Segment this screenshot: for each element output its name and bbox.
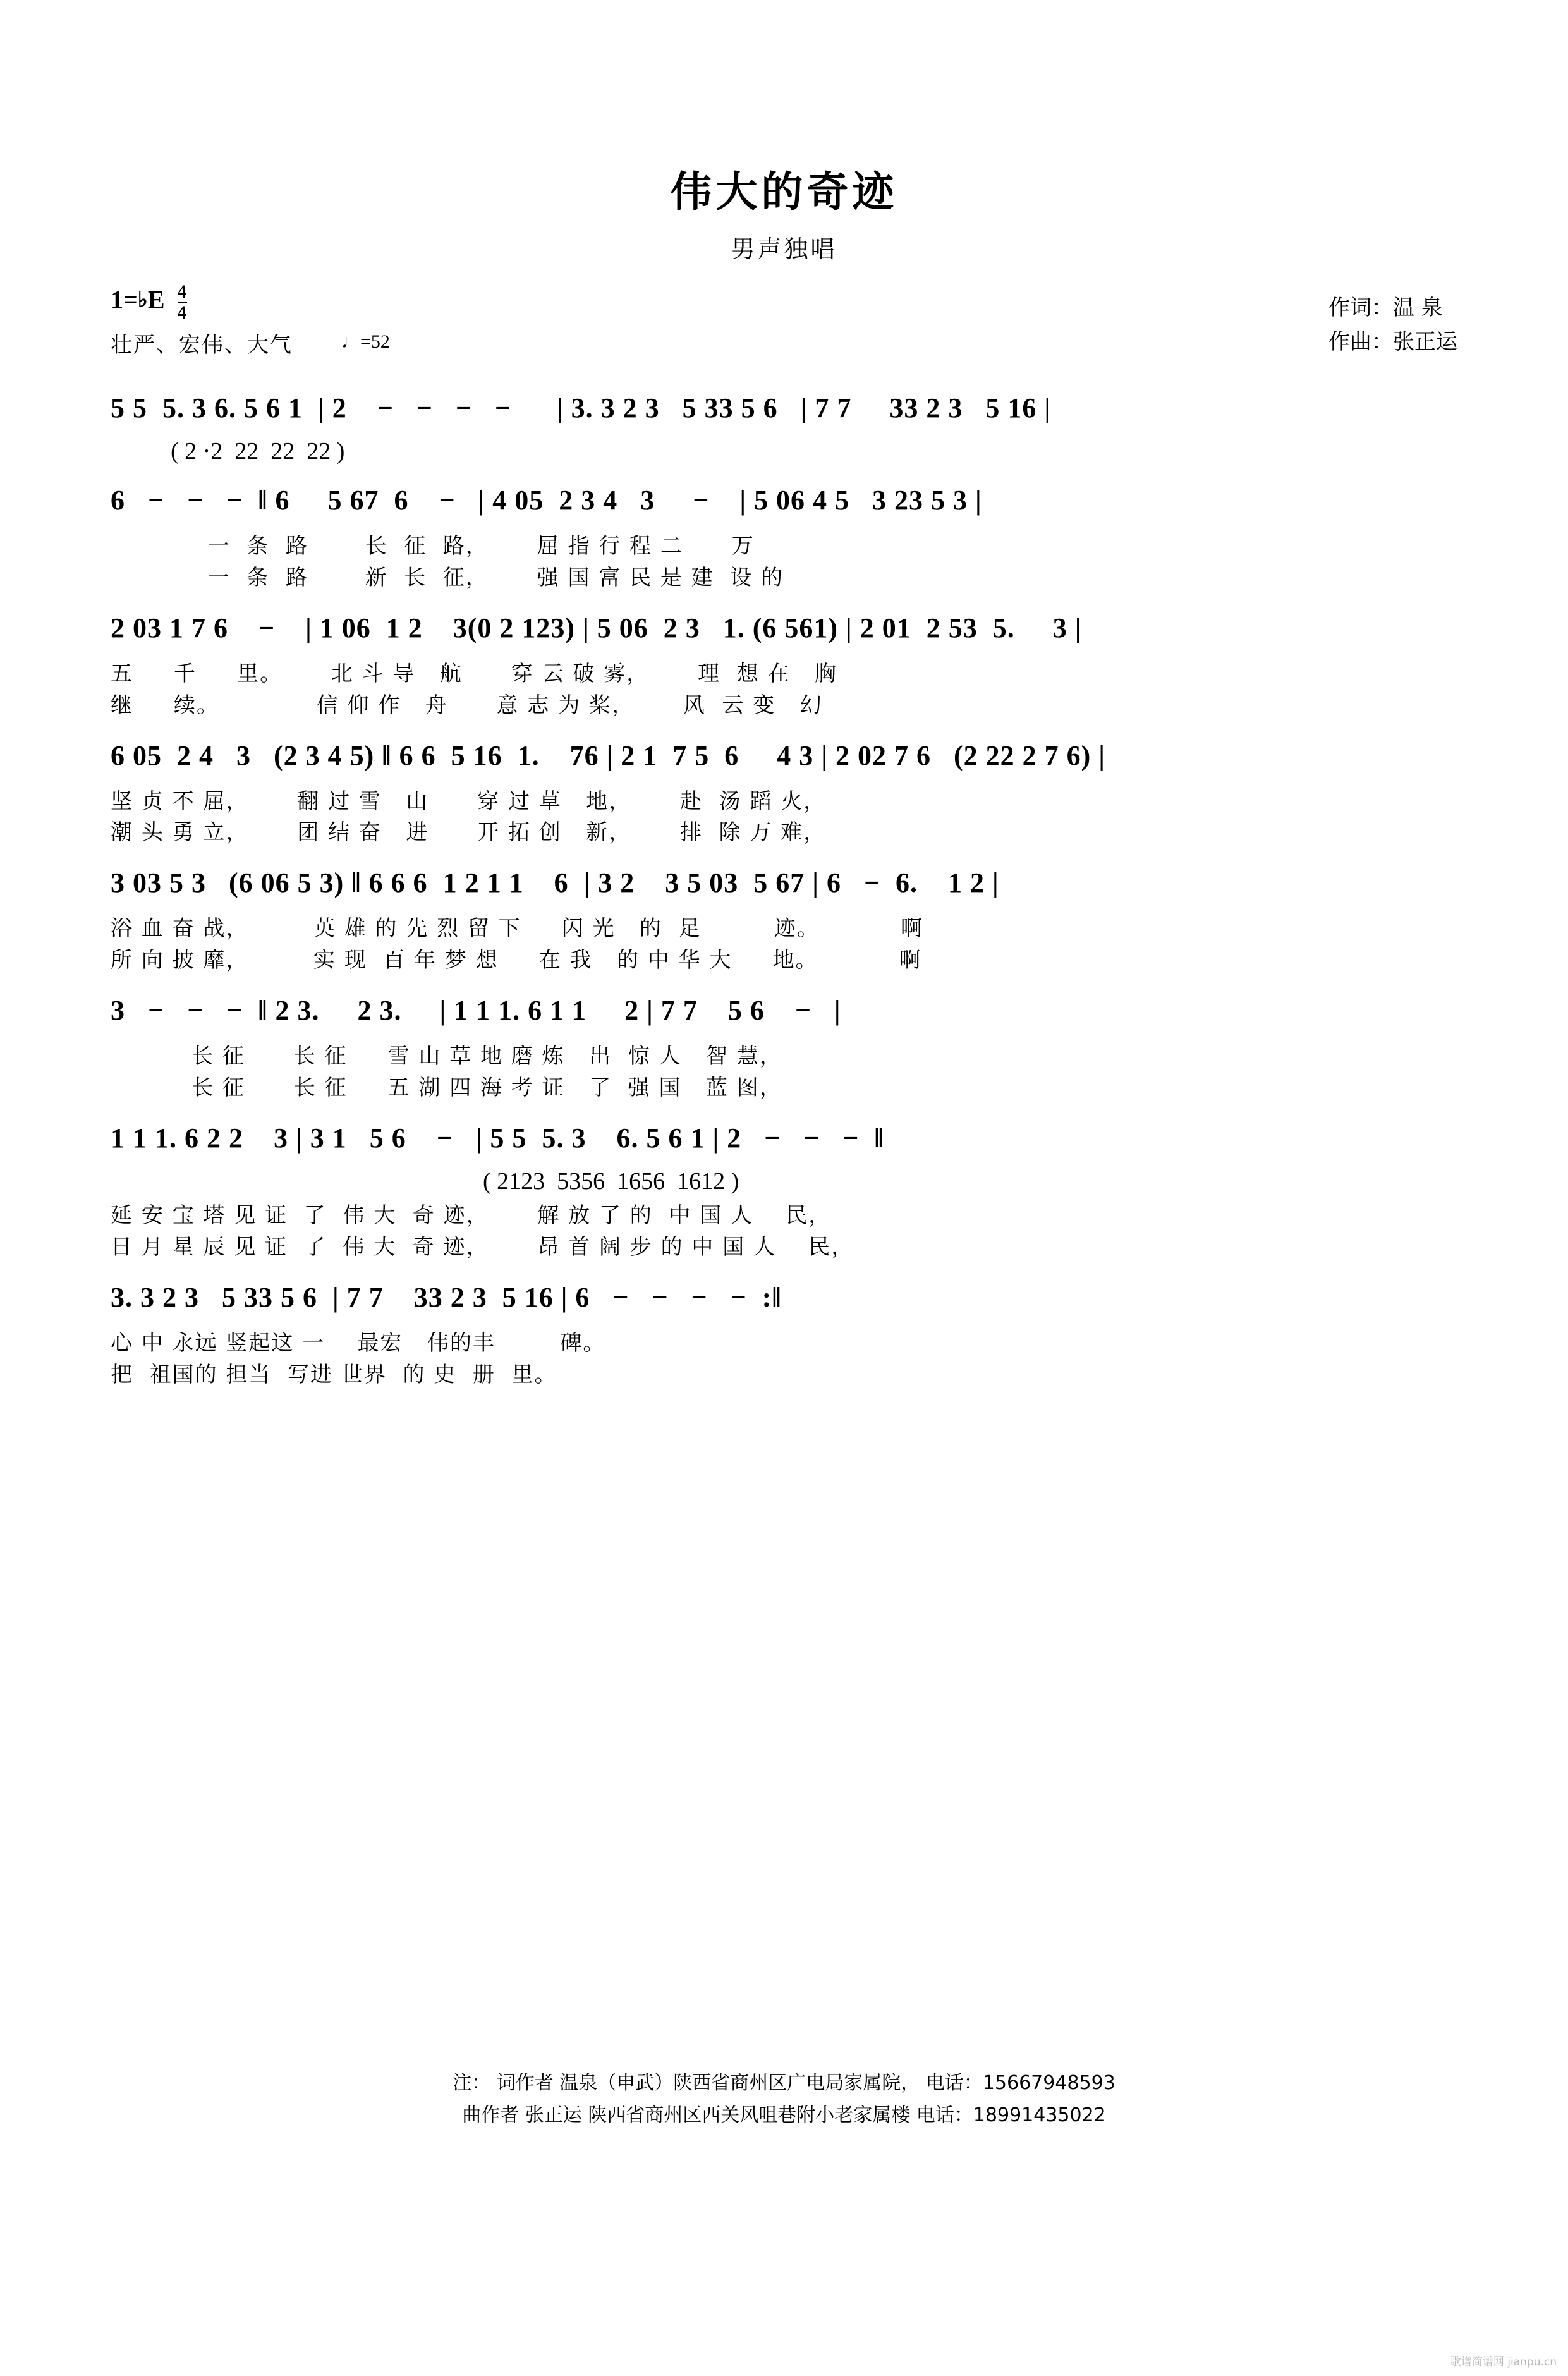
flat-icon: ♭ [137, 288, 148, 312]
music-system [111, 1124, 1457, 1262]
score-metadata [0, 278, 1568, 373]
lyric-verse-1: 延 安 宝 塔 见 证 了 伟 大 奇 迹， 解 放 了 的 中 国 人 民， [111, 1202, 832, 1228]
time-numerator: 4 [177, 281, 187, 302]
music-system [111, 394, 1457, 465]
notation-line: 3 03 5 3 (6 06 5 3) ‖ 6 6 6 1 2 1 1 6 | 3 2 3 5 03 5 67 | 6 − 6. 1 2 | [111, 867, 999, 899]
notation-line: 6 − − − ‖ 6 5 67 6 − | 4 05 2 3 4 3 − | 5 06 4 5 3 23 5 3 | [111, 485, 982, 516]
notation-line: 6 05 2 4 3 (2 3 4 5) ‖ 6 6 5 16 1. 76 | 2 1 7 5 6 4 3 | 2 02 7 6 (2 22 2 7 6) | [111, 740, 1105, 771]
footnote-line-2: 曲作者 张正运 陕西省商州区西关风咀巷附小老家属楼 电话：18991435022 [462, 2104, 1106, 2126]
watermark: 歌谱简谱网 jianpu.cn [1450, 2356, 1557, 2368]
ossia-line: ( 2123 5356 1656 1612 ) [111, 1167, 739, 1195]
music-system [111, 869, 1457, 975]
key-note: E [147, 285, 165, 314]
lyric-verse-1: 心 中 永远 竖起这 一 最宏 伟的丰 碑。 [111, 1330, 606, 1356]
notation-line: 3. 3 2 3 5 33 5 6 | 7 7 33 2 3 5 16 | 6 − − − − :‖ [111, 1281, 782, 1313]
key-signature [111, 283, 187, 322]
credits [1328, 291, 1457, 360]
lyric-verse-2: 潮 头 勇 立， 团 结 奋 进 开 拓 创 新， 排 除 万 难， [111, 820, 827, 846]
lyric-verse-2: 把 祖国的 担当 写进 世界 的 史 册 里。 [111, 1362, 557, 1387]
notation-line: 1 1 1. 6 2 2 3 | 3 1 5 6 − | 5 5 5. 3 6. 5 6 1 | 2 − − − ‖ [111, 1122, 884, 1154]
lyric-verse-1: 一 条 路 长 征 路， 屈 指 行 程 二 万 [111, 533, 755, 559]
tempo-marking: ♩=52 [341, 331, 390, 352]
music-system [111, 997, 1457, 1103]
time-denominator: 4 [177, 302, 187, 323]
music-system [111, 742, 1457, 848]
lyric-verse-1: 浴 血 奋 战， 英 雄 的 先 烈 留 下 闪 光 的 足 迹。 啊 [111, 916, 923, 942]
music-system [111, 1281, 1457, 1390]
footnote-line-1: 注： 词作者 温泉（申武）陕西省商州区广电局家属院， 电话：15667948593 [453, 2072, 1115, 2094]
notation-line: 2 03 1 7 6 − | 1 06 1 2 3(0 2 123) | 5 06 2 3 1. (6 561) | 2 01 2 53 5. 3 | [111, 612, 1082, 643]
lyric-verse-1: 长 征 长 征 雪 山 草 地 磨 炼 出 惊 人 智 慧， [111, 1044, 782, 1069]
page-subtitle: 男声独唱 [731, 235, 837, 263]
lyric-verse-2: 日 月 星 辰 见 证 了 伟 大 奇 迹， 昂 首 阔 步 的 中 国 人 民， [111, 1234, 854, 1260]
lyric-verse-2: 长 征 长 征 五 湖 四 海 考 证 了 强 国 蓝 图， [111, 1075, 782, 1101]
lyric-verse-2: 一 条 路 新 长 征， 强 国 富 民 是 建 设 的 [111, 564, 784, 590]
ossia-line: ( 2 ·2 22 22 22 ) [111, 438, 345, 465]
footnotes [0, 2067, 1568, 2131]
notation-line: 5 5 5. 3 6. 5 6 1 | 2 − − − − | 3. 3 2 3 5 33 5 6 | 7 7 33 2 3 5 16 | [111, 393, 1052, 423]
tempo-value: =52 [360, 331, 390, 352]
lyric-verse-1: 五 千 里。 北 斗 导 航 穿 云 破 雾， 理 想 在 胸 [111, 661, 837, 686]
notation-line: 3 − − − ‖ 2 3. 2 3. | 1 1 1. 6 1 1 2 | 7 7 5 6 − | [111, 995, 841, 1027]
lyric-verse-2: 所 向 披 靡， 实 现 百 年 梦 想 在 我 的 中 华 大 地。 啊 [111, 947, 922, 973]
time-signature [178, 283, 187, 322]
expression-marking: 壮严、宏伟、大气 [111, 332, 293, 358]
lyric-verse-2: 继 续。 信 仰 作 舟 意 志 为 桨， 风 云 变 幻 [111, 692, 823, 718]
composer: 作曲：张正运 [1328, 329, 1457, 355]
music-system [111, 614, 1457, 721]
page-title: 伟大的奇迹 [670, 168, 898, 216]
lyricist: 作词：温 泉 [1328, 295, 1443, 320]
music-system [111, 487, 1457, 593]
sheet-music-page [0, 158, 1568, 2376]
key-label: 1= [111, 285, 138, 314]
lyric-verse-1: 坚 贞 不 屈， 翻 过 雪 山 穿 过 草 地， 赴 汤 蹈 火， [111, 788, 827, 814]
